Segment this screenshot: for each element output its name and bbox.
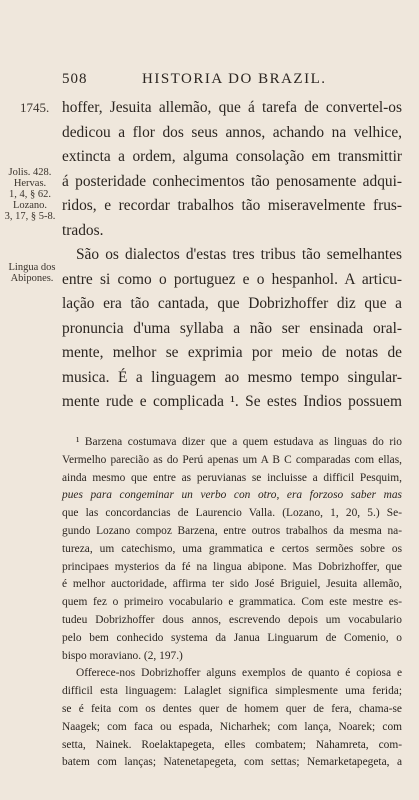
footnote-line: gundo Lozano compoz Barzena, entre outros trabalhos da mesma na- [62, 524, 402, 537]
text-line: lação era tão cantada, que Dobrizhoffer diz que a [62, 295, 402, 312]
footnote-line: tudeu Dobrizhoffer dous annos, escrevendo depois um vocabulario [62, 613, 402, 626]
footnote-line: principaes mysterios da fé na lingua abipone. Mas Dobrizhoffer, que [62, 560, 402, 573]
footnote-line: difficil esta linguagem: Lalaglet significa simplesmente uma ferida; [62, 685, 402, 698]
text-line: ridos, e recordar trabalhos tão miseravelmente frus- [62, 197, 402, 214]
margin-year: 1745. [20, 100, 50, 115]
margin-topic-line: Lingua dos [8, 262, 56, 273]
text-line: trados. [62, 221, 104, 239]
page-number: 508 [62, 71, 88, 87]
main-text [62, 96, 402, 415]
text-line: entre si como o portuguez e o hespanhol. A articu- [62, 270, 402, 288]
footnote-line: Vermelho parecião as do Perú apenas um A B C comparadas com ellas, [62, 453, 402, 466]
margin-topic [6, 262, 58, 284]
margin-references [2, 167, 58, 222]
running-title: HISTORIA DO BRAZIL. [142, 71, 327, 87]
footnote-line: pelo bem conhecido systema da Janua Linguarum de Comenio, o [62, 631, 402, 644]
margin-ref-line: Jolis. 428. [8, 167, 52, 178]
text-line: mente, melhor se exprimia por meio de notas de [62, 344, 402, 361]
text-line: hoffer, Jesuita allemão, que á tarefa de convertel-os [62, 99, 402, 116]
footnote-line: ainda mesmo que entre as peruvianas se incluisse a difficil Pesquim, [62, 471, 402, 484]
footnote-line: quem fez o primeiro vocabulario e grammatica. Com este mestre es- [62, 596, 402, 609]
margin-topic-line: Abipones. [10, 273, 54, 284]
text-line: dedicou a flor dos seus annos, achando na velhice, [62, 123, 402, 141]
text-line: extincta a ordem, alguma consolação em transmittir [62, 148, 402, 165]
footnote-line: é melhor auctoridade, affirma ter sido José Briguiel, Jesuita allemão, [62, 578, 402, 591]
margin-ref-line: 1, 4, § 62. [9, 189, 51, 200]
footnote-line: bispo moraviano. (2, 197.) [62, 649, 183, 662]
footnote-line: tureza, um catechismo, uma grammatica e certos sermões sobre os [62, 542, 402, 555]
text-line: musica. É a linguagem ao mesmo tempo singular- [62, 368, 402, 386]
footnote-line: setta, Nainek. Roelaktapegeta, elles combatem; Nahamreta, com- [62, 738, 402, 751]
footnotes [62, 434, 402, 772]
footnote-line: Offerece-nos Dobrizhoffer alguns exemplos de quanto é copiosa e [76, 667, 402, 680]
margin-ref-line: Lozano. [12, 200, 48, 211]
text-line: mente rude e complicada ¹. Se estes Indios possuem [62, 393, 402, 410]
text-line: São os dialectos d'estas tres tribus tão semelhantes [76, 246, 402, 263]
footnote-line: se é feita com os dentes quer de homem quer de fera, chama-se [62, 702, 402, 715]
margin-ref-line: Hervas. [13, 178, 47, 189]
footnote-line: pues para congeminar un verbo con otro, era forzoso saber mas [62, 489, 402, 502]
margin-ref-line: 3, 17, § 5-8. [4, 211, 56, 222]
footnote-line: Naagek; com faca ou espada, Nicharhek; com lança, Noarek; com [62, 720, 402, 733]
text-line: pronuncia d'uma syllaba a não ser ensinada oral- [62, 319, 402, 337]
text-line: á posteridade conhecimentos tão penosamente adqui- [62, 172, 402, 190]
footnote-line: que las concordancias de Laurencio Valla. (Lozano, 1, 20, 5.) Se- [62, 507, 402, 520]
footnote-line: batem com lanças; Natenetapegeta, com settas; Nemarketapegeta, a [62, 756, 402, 769]
footnote-line: ¹ Barzena costumava dizer que a quem estudava as linguas do rio [76, 436, 402, 448]
